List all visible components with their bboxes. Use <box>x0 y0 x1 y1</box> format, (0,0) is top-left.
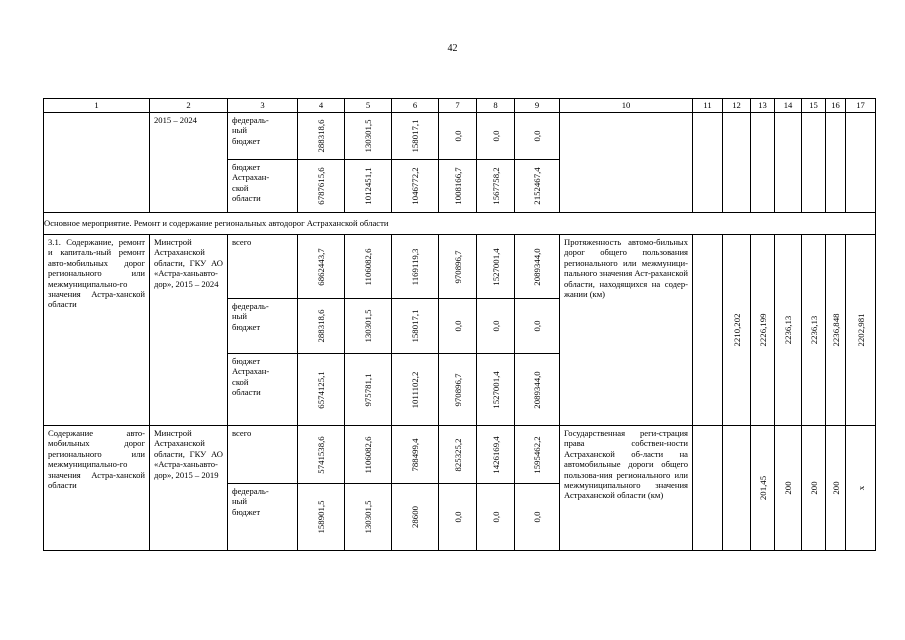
value-cell: 2089344,0 <box>515 235 560 299</box>
value-cell: 1527001,4 <box>477 354 515 426</box>
value-cell: 130301,5 <box>345 299 392 354</box>
value-cell: 0,0 <box>515 299 560 354</box>
value-cell: 1595462,2 <box>515 426 560 484</box>
indicator-value: 2236,13 <box>775 235 802 426</box>
indicator-value: 200 <box>826 426 846 551</box>
funding-source: всего <box>228 426 298 484</box>
value-cell: 0,0 <box>439 299 477 354</box>
value-cell: 1011102,2 <box>392 354 439 426</box>
value-cell: 1527001,4 <box>477 235 515 299</box>
value-cell: 1169119,3 <box>392 235 439 299</box>
name-cell <box>44 113 150 213</box>
indicator-value: 2202,981 <box>846 235 876 426</box>
indicator-value <box>826 113 846 213</box>
funding-source: всего <box>228 235 298 299</box>
period-cell: 2015 – 2024 <box>150 113 228 213</box>
column-header: 5 <box>345 99 392 113</box>
value-cell: 6787615,6 <box>298 160 345 213</box>
indicator-cell <box>560 113 693 213</box>
funding-source: бюджет Астрахан- ской области <box>228 160 298 213</box>
column-header-row <box>44 99 876 113</box>
page-number: 42 <box>447 43 458 54</box>
value-cell: 5741538,6 <box>298 426 345 484</box>
value-cell: 6862443,7 <box>298 235 345 299</box>
column-header: 7 <box>439 99 477 113</box>
value-cell: 0,0 <box>439 113 477 160</box>
column-header: 6 <box>392 99 439 113</box>
column-header: 1 <box>44 99 150 113</box>
indicator-value <box>693 235 723 426</box>
indicator-value <box>846 113 876 213</box>
value-cell: 288318,6 <box>298 299 345 354</box>
section-title: Основное мероприятие. Ремонт и содержание региональных автодорог Астраханской области <box>44 213 876 235</box>
indicator-value: 200 <box>802 426 826 551</box>
column-header: 9 <box>515 99 560 113</box>
column-header: 16 <box>826 99 846 113</box>
indicator-value: х <box>846 426 876 551</box>
value-cell: 1106082,6 <box>345 426 392 484</box>
indicator-value: 201,45 <box>751 426 775 551</box>
column-header: 17 <box>846 99 876 113</box>
value-cell: 0,0 <box>477 113 515 160</box>
indicator-value: 2236,13 <box>802 235 826 426</box>
value-cell: 130301,5 <box>345 484 392 551</box>
value-cell: 158017,1 <box>392 113 439 160</box>
table-row <box>44 426 876 484</box>
value-cell: 1046772,2 <box>392 160 439 213</box>
value-cell: 2152467,4 <box>515 160 560 213</box>
executor-cell: Минстрой Астраханской области, ГКУ АО «Астра-ханьавто-дор», 2015 – 2024 <box>150 235 228 426</box>
column-header: 4 <box>298 99 345 113</box>
column-header: 3 <box>228 99 298 113</box>
value-cell: 158017,1 <box>392 299 439 354</box>
column-header: 10 <box>560 99 693 113</box>
column-header: 2 <box>150 99 228 113</box>
indicator-cell: Государственная реги-страция права собствен-ности Астраханской об-ласти на автомобильные дороги общего пользова-ния регионального или межмуниципального значения Астраханской области (км) <box>560 426 693 551</box>
value-cell: 0,0 <box>477 299 515 354</box>
value-cell: 288318,6 <box>298 113 345 160</box>
indicator-value <box>723 113 751 213</box>
indicator-value <box>775 113 802 213</box>
value-cell: 825325,2 <box>439 426 477 484</box>
column-header: 12 <box>723 99 751 113</box>
indicator-value: 2226,199 <box>751 235 775 426</box>
value-cell: 2089344,0 <box>515 354 560 426</box>
measure-name: Содержание авто-мобильных дорог регионального или межмуниципально-го значения Астра-ханской области <box>44 426 150 551</box>
indicator-value <box>693 113 723 213</box>
value-cell: 0,0 <box>477 484 515 551</box>
value-cell: 1426169,4 <box>477 426 515 484</box>
indicator-cell: Протяженность автомо-бильных дорог общего пользования регионального или межмуници-пального значения Аст-раханской области, находящихся на содер-жании (км) <box>560 235 693 426</box>
indicator-value <box>802 113 826 213</box>
executor-cell: Минстрой Астраханской области, ГКУ АО «Астра-ханьавто-дор», 2015 – 2019 <box>150 426 228 551</box>
value-cell: 158901,5 <box>298 484 345 551</box>
value-cell: 1008166,7 <box>439 160 477 213</box>
value-cell: 788499,4 <box>392 426 439 484</box>
value-cell: 1012451,1 <box>345 160 392 213</box>
value-cell: 975781,1 <box>345 354 392 426</box>
column-header: 13 <box>751 99 775 113</box>
section-row <box>44 213 876 235</box>
indicator-value <box>751 113 775 213</box>
column-header: 14 <box>775 99 802 113</box>
indicator-value: 2210,202 <box>723 235 751 426</box>
column-header: 11 <box>693 99 723 113</box>
table-row <box>44 235 876 299</box>
column-header: 8 <box>477 99 515 113</box>
value-cell: 0,0 <box>515 484 560 551</box>
value-cell: 1106082,6 <box>345 235 392 299</box>
indicator-value: 200 <box>775 426 802 551</box>
value-cell: 130301,5 <box>345 113 392 160</box>
indicator-value <box>693 426 723 551</box>
indicator-value: 2236,848 <box>826 235 846 426</box>
funding-source: бюджет Астрахан- ской области <box>228 354 298 426</box>
table-row <box>44 113 876 160</box>
column-header: 15 <box>802 99 826 113</box>
value-cell: 970896,7 <box>439 235 477 299</box>
funding-source: федераль- ный бюджет <box>228 484 298 551</box>
indicator-value <box>723 426 751 551</box>
value-cell: 28600 <box>392 484 439 551</box>
measure-name: 3.1. Содержание, ремонт и капиталь-ный ремонт авто-мобильных дорог регионального или межмуниципально-го значения Астра-ханской области <box>44 235 150 426</box>
budget-table <box>43 98 876 551</box>
value-cell: 0,0 <box>439 484 477 551</box>
funding-source: федераль- ный бюджет <box>228 299 298 354</box>
value-cell: 0,0 <box>515 113 560 160</box>
value-cell: 970896,7 <box>439 354 477 426</box>
value-cell: 1567758,2 <box>477 160 515 213</box>
value-cell: 6574125,1 <box>298 354 345 426</box>
funding-source: федераль- ный бюджет <box>228 113 298 160</box>
